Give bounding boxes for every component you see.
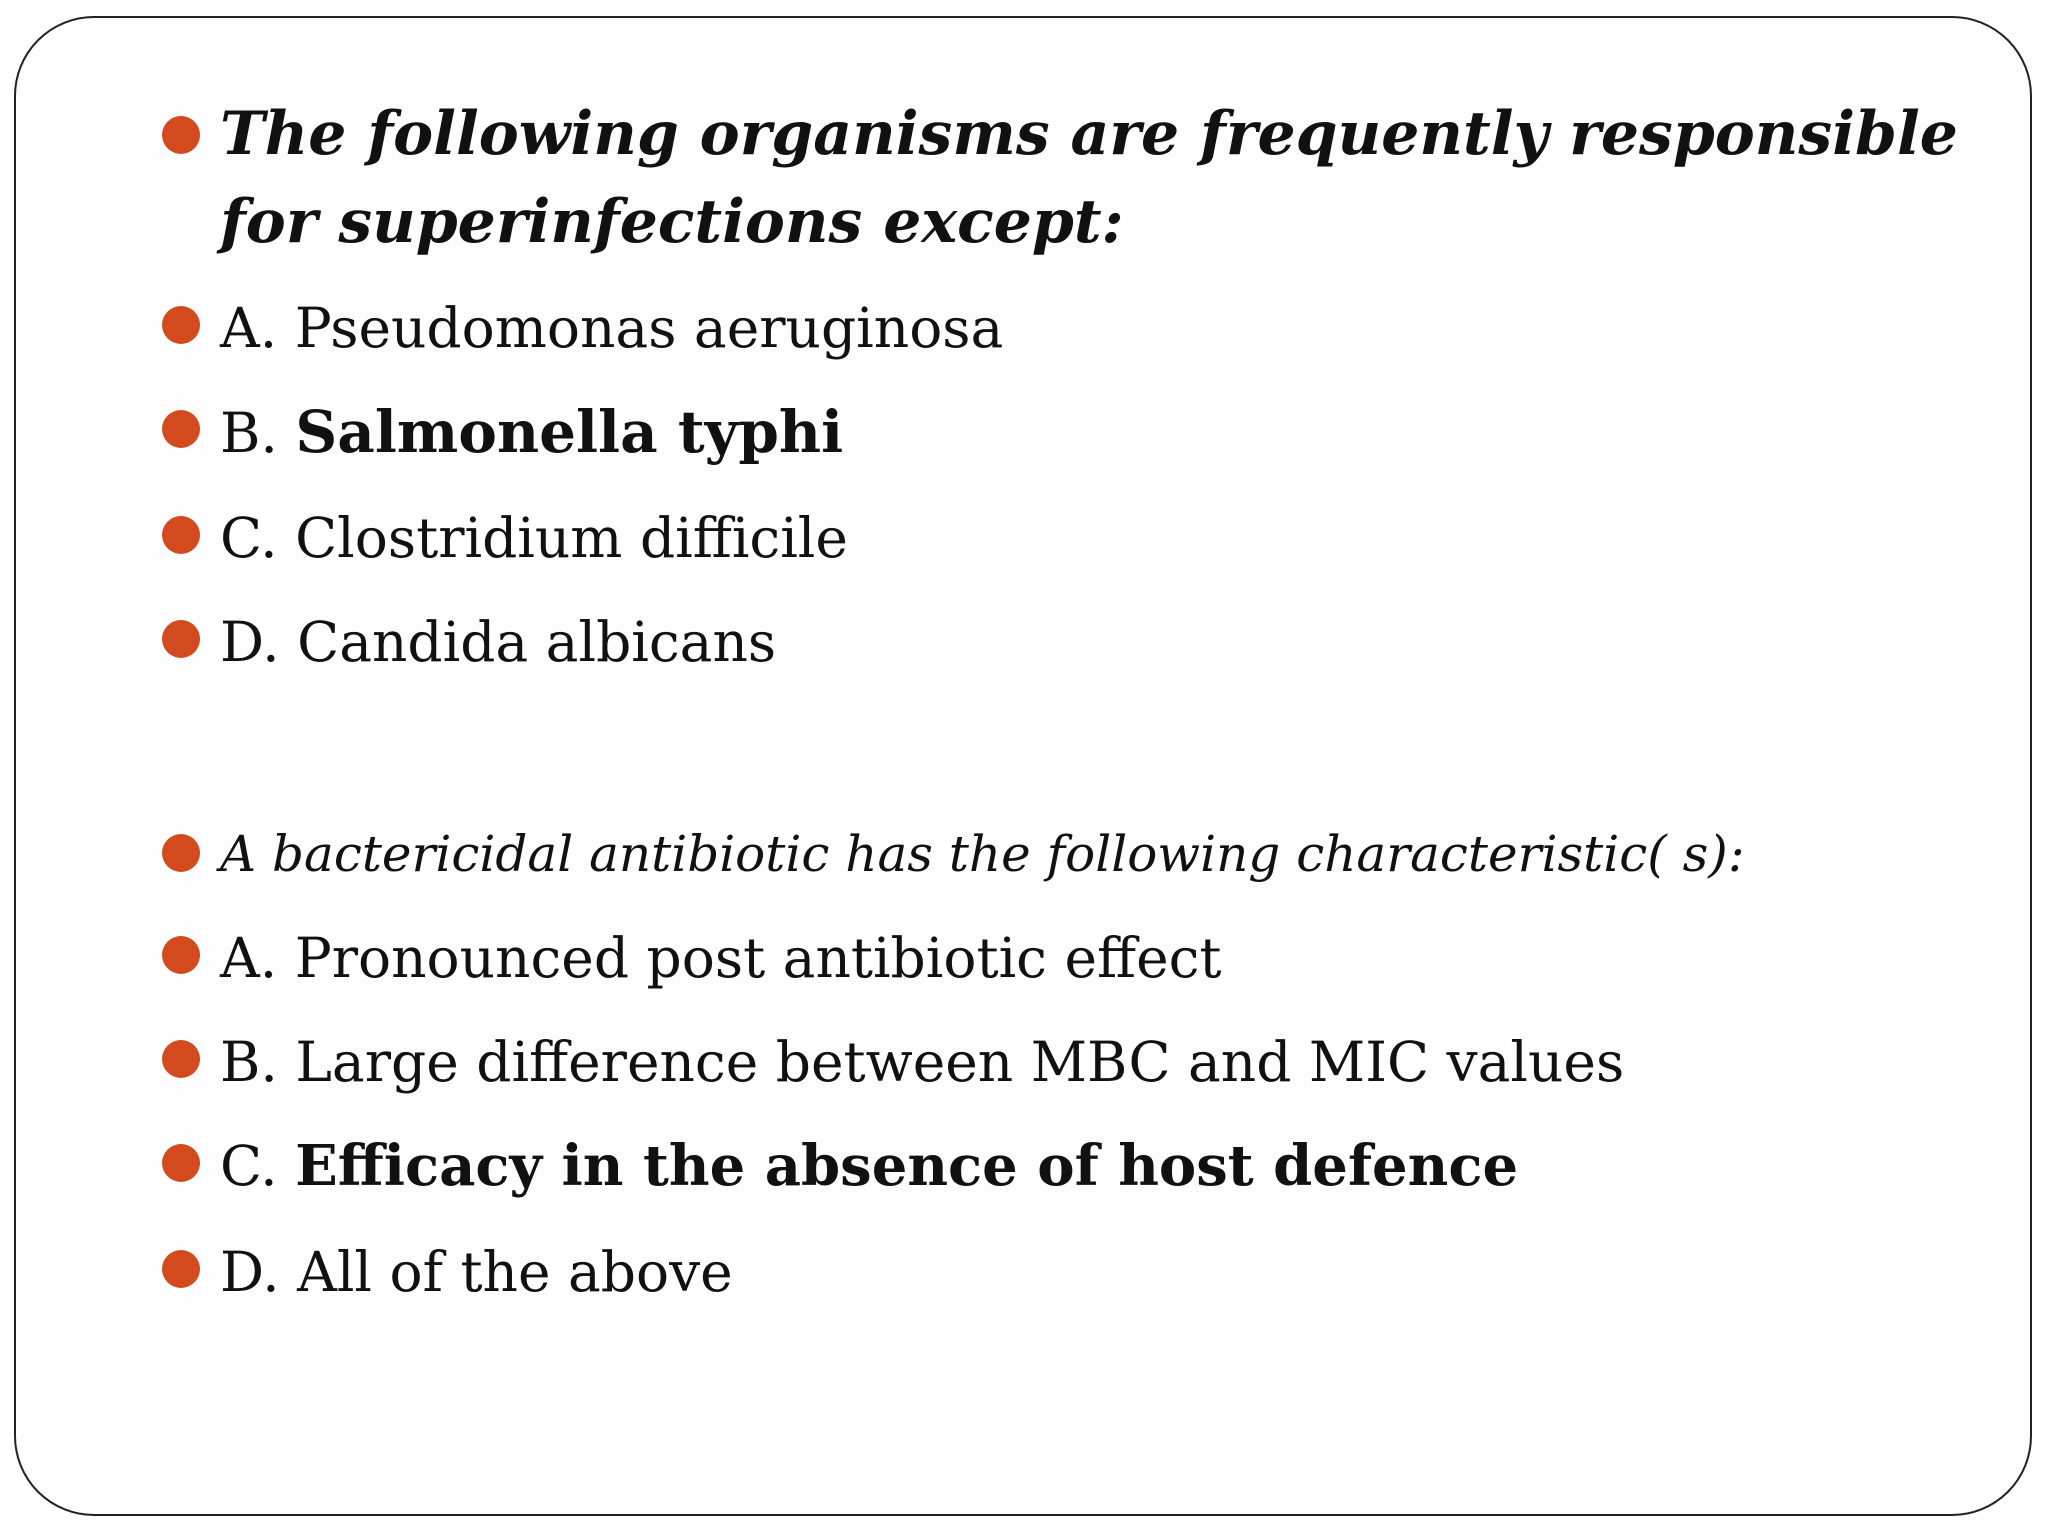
- correct-answer-text: Efficacy in the absence of host defence: [295, 1133, 1519, 1199]
- bullet-icon: [162, 410, 200, 448]
- question-1-option-c: [220, 494, 1980, 582]
- question-2: [220, 810, 1980, 898]
- bullet-icon: [162, 306, 200, 344]
- question-1-option-d: [220, 598, 1980, 686]
- option-prefix: A.: [220, 296, 278, 360]
- option-prefix: D.: [220, 1240, 280, 1304]
- bullet-icon: [162, 1250, 200, 1288]
- bullet-icon: [162, 116, 200, 154]
- option-prefix: A.: [220, 926, 278, 990]
- slide-frame: [14, 16, 2032, 1516]
- option-prefix: C.: [220, 506, 278, 570]
- question-2-option-c: [220, 1122, 1980, 1210]
- bullet-icon: [162, 1040, 200, 1078]
- option-text: Pronounced post antibiotic effect: [294, 926, 1222, 990]
- option-prefix: B.: [220, 401, 278, 465]
- question-1-option-a: [220, 284, 1980, 372]
- question-1-text: The following organisms are frequently responsible for superinfections except:: [220, 99, 1958, 257]
- correct-answer-text: Salmonella typhi: [295, 398, 844, 466]
- question-2-option-a: [220, 914, 1980, 1002]
- question-1-option-b: [220, 388, 1980, 477]
- question-2-option-b: [220, 1018, 1980, 1106]
- bullet-icon: [162, 1144, 200, 1182]
- bullet-icon: [162, 516, 200, 554]
- option-prefix: B.: [220, 1030, 278, 1094]
- option-prefix: D.: [220, 610, 280, 674]
- question-2-text: A bactericidal antibiotic has the following characteristic( s):: [220, 825, 1745, 883]
- slide-content: [16, 18, 2030, 1514]
- option-text: Clostridium difficile: [295, 506, 848, 570]
- option-text: Pseudomonas aeruginosa: [294, 296, 1004, 360]
- option-prefix: C.: [220, 1134, 278, 1198]
- option-text: All of the above: [297, 1240, 733, 1304]
- option-text: Candida albicans: [297, 610, 777, 674]
- bullet-icon: [162, 834, 200, 872]
- question-2-option-d: [220, 1228, 1980, 1316]
- question-1: [220, 90, 1980, 266]
- bullet-icon: [162, 620, 200, 658]
- bullet-icon: [162, 936, 200, 974]
- option-text: Large difference between MBC and MIC values: [295, 1030, 1625, 1094]
